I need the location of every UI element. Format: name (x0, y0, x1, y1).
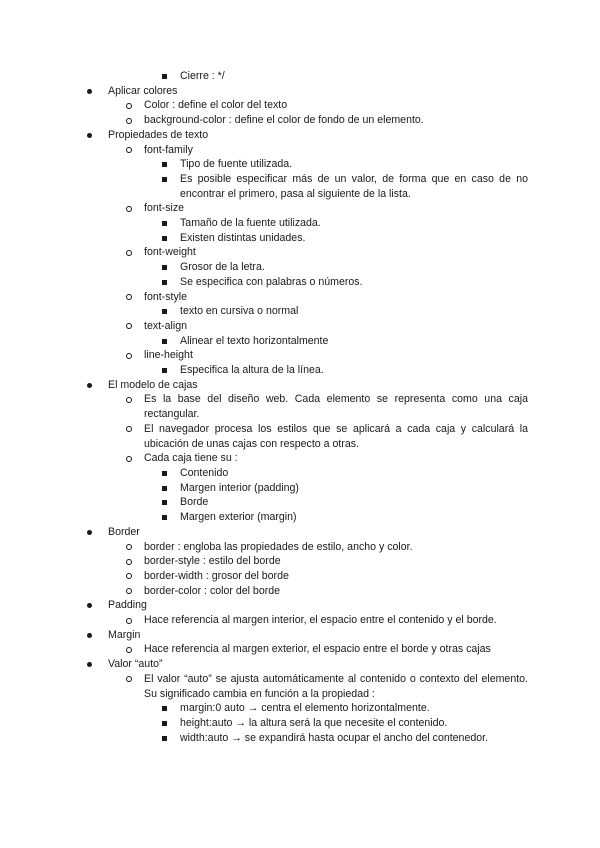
list-item-level-3 (0, 701, 600, 716)
list-item-level-3 (0, 363, 600, 378)
disc-bullet-icon (87, 603, 92, 608)
square-bullet-icon (162, 177, 167, 182)
square-bullet-icon (162, 221, 167, 226)
list-item-level-2 (0, 319, 600, 334)
list-item-text: border : engloba las propiedades de estilo, ancho y color. (144, 540, 413, 553)
list-item-level-3 (0, 260, 600, 275)
circle-bullet-icon (126, 676, 132, 682)
circle-bullet-icon (126, 588, 132, 594)
list-item-text: Cierre : */ (180, 70, 225, 82)
circle-bullet-icon (126, 426, 132, 432)
list-item-text: Color : define el color del texto (144, 99, 288, 112)
list-item-level-2 (0, 201, 600, 216)
circle-bullet-icon (126, 618, 132, 624)
list-item-level-3 (0, 172, 600, 201)
list-item-text: Margin (108, 628, 141, 641)
list-item-level-1 (0, 598, 600, 613)
list-item-text: margin:0 auto → centra el elemento horizontalmente. (180, 702, 430, 715)
list-item-level-1 (0, 84, 600, 99)
list-item-text: Border (108, 525, 140, 538)
list-item-text: Es la base del diseño web. Cada elemento se representa como una caja rectangular. (144, 393, 528, 421)
list-item-text: El valor “auto” se ajusta automáticamente al contenido o contexto del elemento. Su significado cambia en función a la propiedad : (144, 672, 528, 700)
list-item-level-2 (0, 642, 600, 657)
list-item-text: Tamaño de la fuente utilizada. (180, 217, 321, 230)
list-item-text: background-color : define el color de fondo de un elemento. (144, 114, 424, 127)
square-bullet-icon (162, 721, 167, 726)
list-item-level-1 (0, 128, 600, 143)
list-item-text: font-style (144, 290, 187, 303)
list-item-text: border-color : color del borde (144, 584, 281, 597)
list-item-text: El navegador procesa los estilos que se aplicará a cada caja y calculará la ubicación de unas cajas con respecto a otras. (144, 422, 528, 450)
list-item-text: Existen distintas unidades. (180, 231, 306, 244)
list-item-level-2 (0, 451, 600, 466)
list-item-text: font-size (144, 202, 185, 215)
circle-bullet-icon (126, 456, 132, 462)
list-item-text: font-weight (144, 246, 196, 259)
list-item-text: height:auto → la altura será la que necesite el contenido. (180, 716, 448, 729)
list-item-level-3 (0, 495, 600, 510)
list-item-text: Contenido (180, 466, 229, 479)
list-item-text: Aplicar colores (108, 84, 178, 97)
list-item-text: border-width : grosor del borde (144, 569, 289, 582)
square-bullet-icon (162, 236, 167, 241)
list-item-level-3 (0, 275, 600, 290)
list-item-text: Especifica la altura de la línea. (180, 364, 324, 377)
list-item-level-2 (0, 422, 600, 451)
list-item-level-2 (0, 584, 600, 599)
list-item-text: Propiedades de texto (108, 128, 209, 141)
list-item-level-3 (0, 157, 600, 172)
square-bullet-icon (162, 471, 167, 476)
list-item-level-3 (0, 466, 600, 481)
list-item-level-3 (0, 334, 600, 349)
list-item-level-2 (0, 392, 600, 421)
circle-bullet-icon (126, 353, 132, 359)
list-item-level-3 (0, 481, 600, 496)
square-bullet-icon (162, 368, 167, 373)
list-item-level-1 (0, 378, 600, 393)
list-item-text: Tipo de fuente utilizada. (180, 158, 293, 171)
list-item-text: Borde (180, 496, 209, 509)
list-item-level-2 (0, 569, 600, 584)
square-bullet-icon (162, 486, 167, 491)
list-item-text: Valor “auto” (108, 658, 163, 671)
disc-bullet-icon (87, 530, 92, 535)
list-item-text: line-height (144, 349, 193, 362)
list-item-text: Margen exterior (margin) (180, 511, 297, 524)
list-item-text: Padding (108, 599, 147, 612)
list-item-text: Cada caja tiene su : (144, 452, 238, 465)
list-item-text: texto en cursiva o normal (180, 305, 299, 318)
circle-bullet-icon (126, 397, 132, 403)
list-item-text: Es posible especificar más de un valor, de forma que en caso de no encontrar el primero, pasa al siguiente de la lista. (180, 172, 528, 200)
square-bullet-icon (162, 280, 167, 285)
circle-bullet-icon (126, 206, 132, 212)
list-item-level-2 (0, 554, 600, 569)
list-item-level-3 (0, 731, 600, 746)
list-item-level-2 (0, 613, 600, 628)
circle-bullet-icon (126, 250, 132, 256)
disc-bullet-icon (87, 662, 92, 667)
list-item-text: Grosor de la letra. (180, 261, 265, 274)
circle-bullet-icon (126, 294, 132, 300)
square-bullet-icon (162, 339, 167, 344)
circle-bullet-icon (126, 118, 132, 124)
circle-bullet-icon (126, 147, 132, 153)
list-item-level-2 (0, 143, 600, 158)
circle-bullet-icon (126, 323, 132, 329)
document-bullet-list (0, 69, 600, 745)
list-item-text: border-style : estilo del borde (144, 555, 281, 568)
disc-bullet-icon (87, 633, 92, 638)
list-item-level-3 (0, 231, 600, 246)
list-item-text: Alinear el texto horizontalmente (180, 334, 329, 347)
circle-bullet-icon (126, 559, 132, 565)
list-item-level-2 (0, 290, 600, 305)
circle-bullet-icon (126, 103, 132, 109)
list-item-level-2 (0, 245, 600, 260)
disc-bullet-icon (87, 133, 92, 138)
list-item-level-1 (0, 628, 600, 643)
list-item-level-2 (0, 113, 600, 128)
square-bullet-icon (162, 74, 167, 79)
list-item-level-2 (0, 672, 600, 701)
circle-bullet-icon (126, 544, 132, 550)
list-item-level-3 (0, 69, 600, 84)
square-bullet-icon (162, 309, 167, 314)
square-bullet-icon (162, 500, 167, 505)
list-item-text: El modelo de cajas (108, 378, 198, 391)
square-bullet-icon (162, 265, 167, 270)
list-item-level-3 (0, 510, 600, 525)
list-item-text: Hace referencia al margen interior, el espacio entre el contenido y el borde. (144, 614, 497, 627)
list-item-text: text-align (144, 319, 187, 332)
list-item-text: Margen interior (padding) (180, 481, 299, 494)
square-bullet-icon (162, 162, 167, 167)
list-item-level-2 (0, 348, 600, 363)
list-item-text: width:auto → se expandirá hasta ocupar el ancho del contenedor. (180, 731, 489, 744)
circle-bullet-icon (126, 647, 132, 653)
square-bullet-icon (162, 736, 167, 741)
list-item-text: Se especifica con palabras o números. (180, 275, 363, 288)
list-item-level-2 (0, 98, 600, 113)
list-item-level-1 (0, 657, 600, 672)
list-item-level-3 (0, 304, 600, 319)
list-item-text: Hace referencia al margen exterior, el espacio entre el borde y otras cajas (144, 643, 491, 656)
list-item-level-3 (0, 216, 600, 231)
disc-bullet-icon (87, 383, 92, 388)
list-item-text: font-family (144, 143, 193, 156)
circle-bullet-icon (126, 573, 132, 579)
square-bullet-icon (162, 706, 167, 711)
list-item-level-3 (0, 716, 600, 731)
list-item-level-2 (0, 540, 600, 555)
square-bullet-icon (162, 515, 167, 520)
disc-bullet-icon (87, 89, 92, 94)
list-item-level-1 (0, 525, 600, 540)
